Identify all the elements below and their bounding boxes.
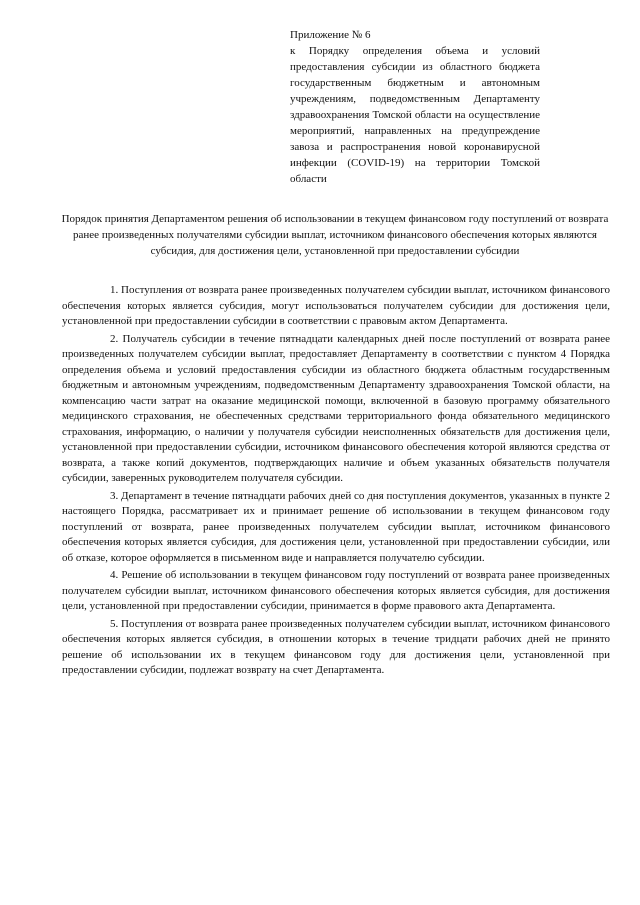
paragraph-1: 1. Поступления от возврата ранее произведенных получателем субсидии выплат, источником финансового обеспечения которых является субсидия, могут использоваться получателем субсидии для достижения цели, установленной при предоставлении субсидии в соответствии с правовым актом Департамента. — [62, 284, 610, 327]
paragraph-2: 2. Получатель субсидии в течение пятнадцати календарных дней после поступлений от возврата ранее произведенных получателем субсидии выплат, предоставляет Департаменту в соответствии с пунктом 4 Порядка определения объема и условий предоставления субсидии из областного бюджета областным государственным бюджетным и автономным учреждениям, подведомственным Департаменту здравоохранения Томской области, на компенсацию части затрат на оказание медицинской помощи, включенной в базовую программу обязательного медицинского страхования, не обеспеченных средствами территориального фонда обязательного медицинского страхования, информацию, о наличии у получателя субсидии неисполненных обязательств для достижения цели, установленной при предоставлении субсидии, источником финансового обеспечения которой являются средства от возврата, а также копий документов, подтверждающих наличие и объем указанных обязательств получателя субсидии, заверенных руководителем получателя субсидии. — [62, 332, 610, 484]
appendix-block — [290, 27, 540, 187]
paragraph-5: 5. Поступления от возврата ранее произведенных получателем субсидии выплат, источником финансового обеспечения которых является субсидия, в отношении которых в течение тридцати рабочих дней не принято решение об использовании их в текущем финансовом году для достижения цели, установленной при предоставлении субсидии, подлежат возврату на счет Департамента. — [62, 617, 610, 676]
appendix-number: Приложение № 6 — [290, 29, 371, 41]
paragraph-3: 3. Департамент в течение пятнадцати рабочих дней со дня поступления документов, указанных в пункте 2 настоящего Порядка, рассматривает их и принимает решение об использовании в текущем финансовом году поступлений от возврата, ранее произведенных получателем субсидии выплат, источником финансового обеспечения которых является субсидия, для достижения цели, установленной при предоставлении субсидии, или об отказе, которое оформляется в письменном виде и направляется получателю субсидии. — [62, 489, 610, 564]
appendix-text: к Порядку определения объема и условий предоставления субсидии из областного бюджета государственным бюджетным и автономным учреждениям, подведомственным Департаменту здравоохранения Томской области на осуществление мероприятий, направленных на предупреждение завоза и распространения новой коронавирусной инфекции (COVID-19) на территории Томской области — [290, 45, 540, 185]
document-body — [62, 283, 610, 681]
paragraph-4: 4. Решение об использовании в текущем финансовом году поступлений от возврата ранее произведенных получателем субсидии выплат, источником финансового обеспечения которых является субсидия, для достижения цели, установленной при предоставлении субсидии, принимается в форме правового акта Департамента. — [62, 569, 610, 612]
document-title: Порядок принятия Департаментом решения об использовании в текущем финансовом году поступлений от возврата ранее произведенных получателями субсидии выплат, источником финансового обеспечения которых являются субсидия, для достижения цели, установленной при предоставлении субсидии — [61, 213, 609, 257]
